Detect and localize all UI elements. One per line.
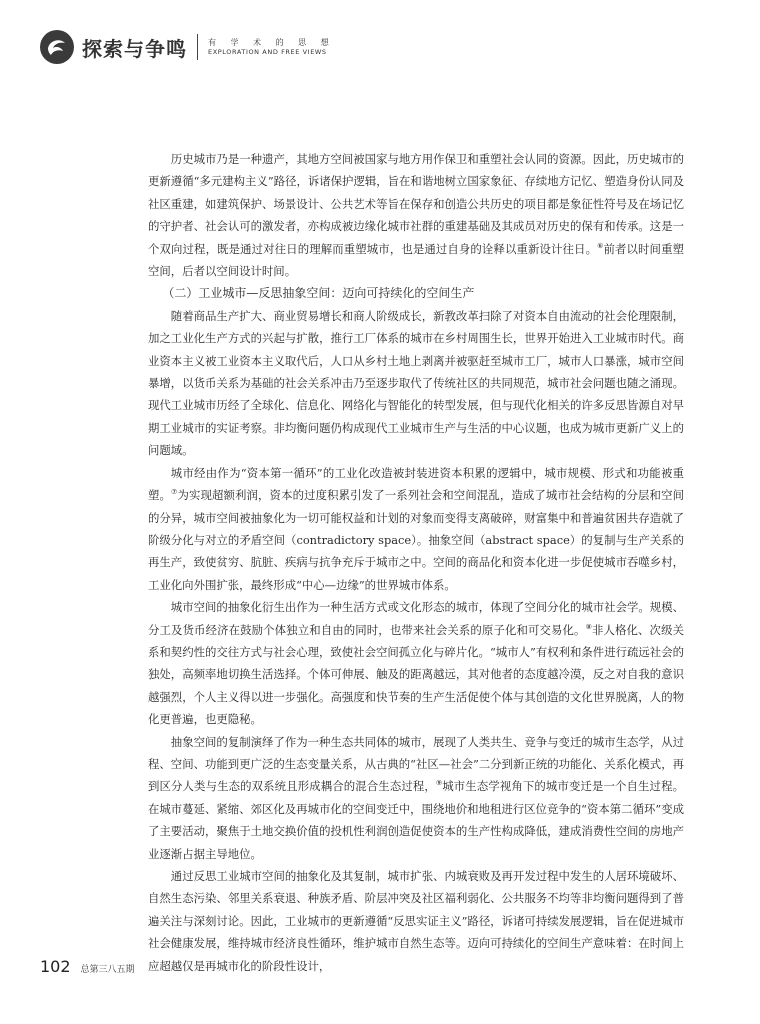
footnote-marker: ⑥ — [597, 241, 604, 250]
issue-label: 总第三八五期 — [80, 965, 135, 975]
journal-logo-icon — [40, 30, 74, 64]
footnote-marker: ⑧ — [585, 622, 592, 631]
paragraph-urban-sociology — [148, 596, 684, 730]
article-body — [148, 148, 684, 977]
slogan-en: EXPLORATION AND FREE VIEWS — [208, 47, 327, 56]
journal-header — [40, 30, 335, 64]
paragraph-urban-ecology — [148, 731, 684, 865]
paragraph-capital-circuit — [148, 462, 684, 596]
paragraph-industrial-rise: 随着商品生产扩大、商业贸易增长和商人阶级成长，新教改革扫除了对资本自由流动的社会伦理限制，加之工业化生产方式的兴起与扩散，推行工厂体系的城市在乡村周围生长，世界开始进入工业城市时代。商业资本主义被工业资本主义取代后，人口从乡村土地上剥离并被驱赶至城市工厂，城市人口暴涨，城市空间暴增，以货币关系为基础的社会关系冲击乃至逐步取代了传统社区的共同规范，城市社会问题也随之涌现。现代工业城市历经了全球化、信息化、网络化与智能化的转型发展，但与现代化相关的许多反思皆源自对早期工业城市的实证考察。非均衡问题仍构成现代工业城市生产与生活的中心议题，也成为城市更新广义上的问题域。 — [148, 308, 684, 458]
page-footer — [40, 957, 135, 976]
paragraph-sustainable-production: 通过反思工业城市空间的抽象化及其复制，城市扩张、内城衰败及再开发过程中发生的人居环境破坏、自然生态污染、邻里关系衰退、种族矛盾、阶层冲突及社区福利弱化、公共服务不均等非均衡问题得到了普遍关注与深刻讨论。因此，工业城市的更新遵循“反思实证主义”路径，诉诸可持续发展逻辑，旨在促进城市社会健康发展，维持城市经济良性循环，维护城市自然生态等。迈向可持续化的空间生产意味着：在时间上应超越仅是再城市化的阶段性设计， — [148, 869, 684, 973]
paragraph-text: 城市经由作为“资本第一循环”的工业化改造被封装进资本积累的逻辑中，城市规模、形式和功能被重塑。 — [148, 465, 684, 503]
paragraph-text: 历史城市乃是一种遗产，其地方空间被国家与地方用作保卫和重塑社会认同的资源。因此，历史城市的更新遵循“多元建构主义”路径，诉诸保护逻辑，旨在和谐地树立国家象征、存续地方记忆、塑造身份认同及社区重建，如建筑保护、场景设计、公共艺术等旨在保存和创造公共历史的项目都是象征性符号及在场记忆的守护者、社会认可的激发者，亦构成被边缘化城市社群的重建基础及其成员对历史的保有和传承。这是一个双向过程，既是通过对往日的理解而重塑城市，也是通过自身的诠释以重新设计往日。 — [148, 152, 684, 256]
journal-slogan — [208, 38, 335, 56]
slogan-cn: 有 学 术 的 思 想 — [208, 37, 335, 47]
paragraph-historical-city — [148, 148, 684, 282]
header-divider — [197, 34, 198, 60]
paragraph-text: 前者以时间重塑空间，后者以空间设计时间。 — [148, 241, 684, 279]
paragraph-text: 为实现超额利润，资本的过度积累引发了一系列社会和空间混乱，造成了城市社会结构的分层和空间的分异，城市空间被抽象化为一切可能权益和计划的对象而变得支离破碎，财富集中和普遍贫困共存造就了阶级分化与对立的矛盾空间（contradictory space）。抽象空间（abstract space）的复制与生产关系的再生产，致使贫穷、肮脏、疾病与抗争充斥于城市之中。空间的商品化和资本化进一步促使城市吞噬乡村，工业化向外围扩张，最终形成“中心—边缘”的世界城市体系。 — [148, 488, 684, 592]
footnote-marker: ⑨ — [435, 779, 443, 788]
footnote-marker: ⑦ — [171, 488, 178, 497]
paragraph-text: 城市生态学视角下的城市变迁是一个自生过程。在城市蔓延、紧缩、郊区化及再城市化的空间变迁中，围绕地价和地租进行区位竞争的“资本第二循环”变成了主要活动，聚焦于土地交换价值的投机性利润创造促使资本的生产性构成降低，建成消费性空间的房地产业逐渐占据主导地位。 — [148, 779, 684, 861]
paragraph-text: 非人格化、次级关系和契约性的交往方式与社会心理，致使社会空间孤立化与碎片化。“城市人”有权利和条件进行疏远社会的独处，高频率地切换生活选择。个体可伸展、触及的距离越远，其对他者的态度越冷漠，反之对自我的意识越强烈，个人主义得以进一步强化。高强度和快节奏的生产生活促使个体与其创造的文化世界脱离，人的物化更普遍，也更隐秘。 — [148, 622, 684, 727]
paragraph-text: 抽象空间的复制演绎了作为一种生态共同体的城市，展现了人类共生、竞争与变迁的城市生态学，从过程、空间、功能到更广泛的生态变量关系，从古典的“社区—社会”二分到新正统的功能化、关系化模式，再到区分人类与生态的双系统且形成耦合的混合生态过程， — [148, 734, 684, 794]
section-heading-industrial-city: （二）工业城市—反思抽象空间：迈向可持续化的空间生产 — [162, 286, 475, 301]
journal-title: 探索与争鸣 — [82, 36, 187, 61]
paragraph-text: 城市空间的抽象化衍生出作为一种生活方式或文化形态的城市，体现了空间分化的城市社会学。规模、分工及货币经济在鼓励个体独立和自由的同时，也带来社会关系的原子化和可交易化。 — [148, 600, 684, 637]
page-number: 102 — [40, 957, 71, 976]
